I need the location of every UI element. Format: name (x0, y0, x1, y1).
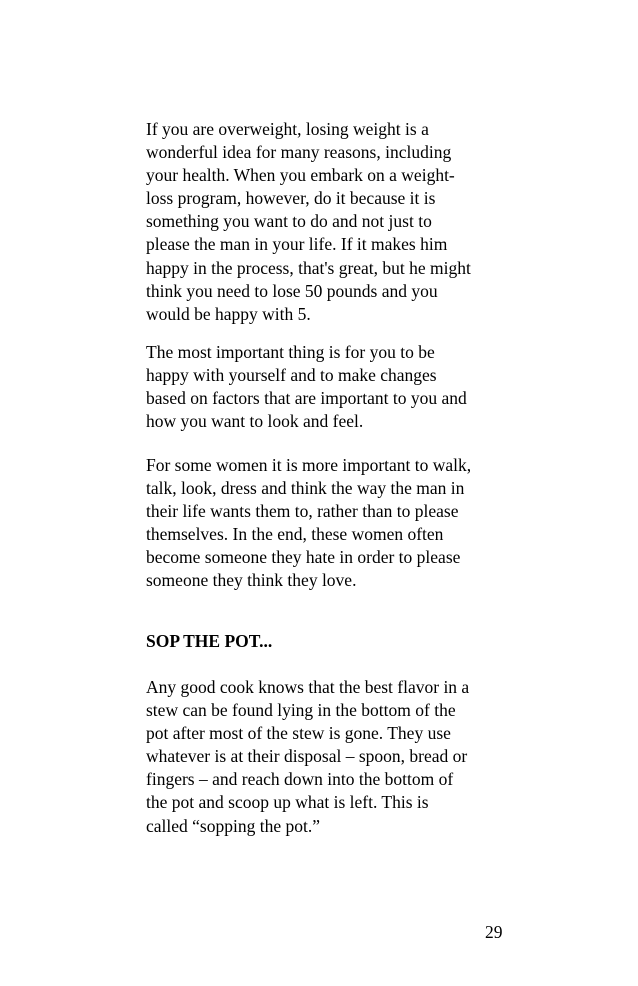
text-line: based on factors that are important to you and (146, 388, 467, 409)
text-line: Any good cook knows that the best flavor in a (146, 677, 470, 697)
text-line: pot after most of the stew is gone. They use (146, 723, 451, 744)
text-line: the pot and scoop up what is left. This is (146, 792, 429, 813)
page-number: 29 (485, 922, 503, 942)
text-line: would be happy with 5. (146, 303, 311, 324)
paragraph-good-cook (146, 676, 516, 838)
text-line: called “sopping the pot.” (146, 815, 320, 836)
text-line: think you need to lose 50 pounds and you (146, 280, 438, 301)
paragraph-most-important (146, 341, 516, 433)
text-line: themselves. In the end, these women often (146, 524, 444, 545)
text-line: become someone they hate in order to please (146, 547, 461, 568)
text-line: something you want to do and not just to (146, 211, 432, 232)
text-line: loss program, however, do it because it is (146, 188, 436, 209)
text-line: happy in the process, that's great, but he might (146, 257, 471, 278)
section-heading: SOP THE POT... (146, 631, 273, 651)
text-line: your health. When you embark on a weight- (146, 165, 455, 186)
text-line: wonderful idea for many reasons, including (146, 142, 452, 163)
text-line: happy with yourself and to make changes (146, 365, 437, 386)
text-line: talk, look, dress and think the way the man in (146, 478, 465, 499)
text-line: For some women it is more important to walk, (146, 455, 472, 475)
text-line: their life wants them to, rather than to please (146, 501, 459, 522)
paragraph-some-women (146, 454, 516, 593)
text-line: someone they think they love. (146, 570, 357, 591)
text-line: The most important thing is for you to be (146, 342, 435, 362)
text-line: whatever is at their disposal – spoon, bread or (146, 746, 468, 767)
text-line: please the man in your life. If it makes him (146, 234, 448, 255)
text-line: stew can be found lying in the bottom of the (146, 700, 456, 721)
text-line: If you are overweight, losing weight is a (146, 119, 429, 139)
text-line: fingers – and reach down into the bottom of (146, 769, 454, 790)
paragraph-overweight (146, 118, 516, 326)
text-line: how you want to look and feel. (146, 411, 364, 432)
